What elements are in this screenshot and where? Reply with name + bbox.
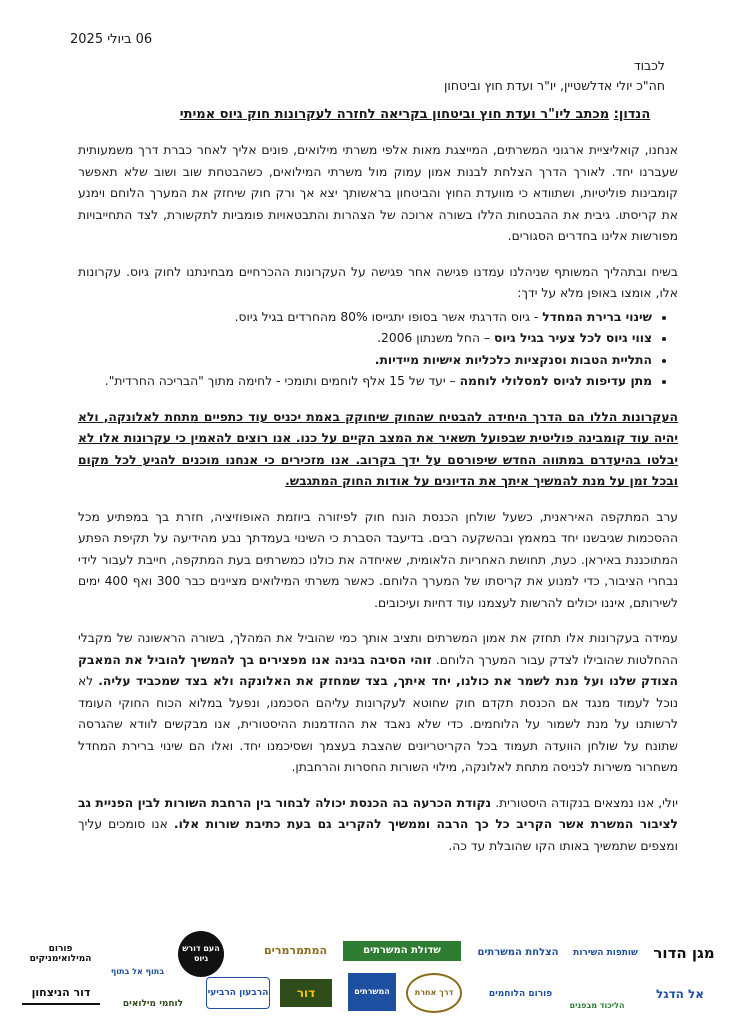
logo-lochamei-miluim: לוחמי מילואים: [122, 999, 184, 1009]
list-item: [78, 350, 652, 372]
logos-strip: [18, 925, 722, 1013]
logo-hamesharetim: המשרתים: [348, 973, 396, 1011]
principle-title: התליית הטבות וסנקציות כלכליות אישיות מיידיות.: [374, 352, 652, 367]
logo-el-hadegel: אל הדגל: [655, 987, 705, 1001]
paragraph-closing-bold: נקודת הכרעה בה הכנסת יכולה לבחור בין הרחבת השורות לבין הפניית גב לציבור המשרת אשר הקריב כל כך הרבה וממשיך להקריב גם בעת כתיבת שורות אלו.: [78, 795, 678, 831]
logo-shdulat: שדולת המשרתים: [343, 941, 461, 961]
logo-magen-hador: מגן הדור: [653, 944, 715, 962]
paragraph-closing-a: יולי, אנו נמצאים בנקודה היסטורית.: [495, 795, 678, 810]
paragraph-call-a: עמידה בעקרונות אלו תחזק את אמון המשרתים ותציב אותך כמי שהוביל את המהלך, בשורה הראשונה של מקבלי ההחלטות שהובילו לצדק עבור המערך הלוחם.: [78, 631, 678, 667]
paragraph-call-c: לא נוכל לעמוד מנגד אם הכנסת תקדם חוק שחוטא לעקרונות עליהם הסכמנו, ונפעל במלוא הכוח החוקי העומד לרשותנו על מנת לשמור על הלוחמים. כדי שלא נאבד את ההזדמנות ההיסטורית, אנו מבקשים לוודא שהגרסה שתונח על שולחן הוועדה תעמוד בכל הקריטריונים שהצבת בעצמך ושסיכמנו יחד. ואלו הם שינוי ברירת המחדל משחרור משירות לכניסה מתחת לאלונקה, מילוי השורות החסרות והרחבתן.: [78, 674, 678, 774]
principle-text: - גיוס הדרגתי אשר בסופו יתגייסו 80% מהחרדים בגיל גיוס.: [234, 309, 543, 324]
list-item: [78, 307, 652, 329]
paragraph-call-bold: זוהי הסיבה בגינה אנו מפצירים בך להמשיך להוביל את המאבק הצודק שלנו ועל מנת לשמר את כולנו, יחד איתך, בצד שמחזק את האלונקה ולא בצד שמכביד עליה.: [78, 652, 678, 688]
subject-line: [150, 107, 680, 122]
logo-dor-hanitzachon: דור הניצחון: [22, 983, 100, 1005]
paragraph-closing-c: אנו סומכים עליך ומצפים שתמשיך באותו הקו שהובלת עד כה.: [78, 817, 678, 853]
letter-body: [78, 140, 678, 871]
logo-likud: הליכוד מבפנים: [569, 1001, 625, 1010]
principle-text: – יעד של 15 אלף לוחמים ותומכי - לחימה מתוך "הבריכה החרדית".: [104, 374, 460, 388]
principles-list: [78, 307, 678, 393]
paragraph-call: [78, 628, 678, 779]
logo-forum-miluim: פורום המילואימניקים: [29, 944, 92, 964]
list-item: [78, 328, 652, 350]
logo-shutafut: שותפות השירות: [573, 948, 638, 958]
subject-text: מכתב ליו"ר ועדת חוץ וביטחון בקריאה לחזרה לעקרונות חוק גיוס אמיתי: [179, 107, 610, 122]
letter-date: 06 ביולי 2025: [70, 32, 153, 47]
subject-prefix: הנדון:: [613, 107, 651, 122]
paragraph-principles-intro: בשיח ובתהליך המשותף שניהלנו עמדנו פגישה אחר פגישה על העקרונות ההכרחיים מבחינתנו לחוק גיוס. עקרונות אלו, אומצו באופן מלא על ידך:: [78, 264, 678, 300]
logo-katef: בתוף אל בתוף: [110, 967, 165, 976]
principle-title: שינוי ברירת המחדל: [542, 309, 652, 324]
paragraph-principles-emphasis: העקרונות הללו הם הדרך היחידה להבטיח שהחוק שיחוקק באמת יכניס עוד כתפיים מתחת לאלונקה, ולא יהיה עוד קומבינה פוליטית שבפועל תשאיר את המצב הקיים על כנו. אנו רוצים להאמין כי עקרונות אלו לא יבלטו בהיעדרם במתווה החדש שיפורסם על ידך בקרוב. אנו מזכירים כי אנחנו מוכנים להגיע לכל מקום ובכל זמן על מנת להמשיך איתך את הדיונים על אודות החוק המתגבש.: [78, 409, 678, 488]
principle-title: צווי גיוס לכל צעיר בגיל גיוס: [493, 331, 652, 345]
list-item: [78, 371, 652, 393]
logo-harivon: הרבעון הרביעי: [206, 977, 270, 1009]
logo-forum-lochamim: פורום הלוחמים: [488, 989, 553, 999]
logo-mitmarmarim: המתמרמרים: [263, 944, 328, 957]
logo-dores-gius: העם דורש גיוס: [178, 931, 224, 977]
paragraph-closing: [78, 793, 678, 858]
principle-title: מתן עדיפות לגיוס למסלולי לוחמה: [459, 374, 652, 388]
recipient-block: [75, 56, 665, 96]
paragraph-iran: ערב המתקפה האיראנית, כשעל שולחן הכנסת הונח חוק לפיזורה ביוזמת האופוזיציה, חזרת בך במפתיע מכל ההסכמות שגיבשנו יחד במאמץ ובהשקעה רבים. בדיעבד הסברת כי השינוי בעמדתך נבע מהידיעה על תקיפת הפתע המתוכננת באיראן. כעת, תחושת האחריות הלאומית, שאיחדה את כולנו כמשרתים בעת המתקפה, חייבת לעבור לידי נבחרי הציבור, כדי למנוע את קריסתו של המערך הלוחם. כאשר משרתי המילואים מציינים כבר 300 ואף 400 ימים לשירותם, איננו יכולים להרשות לעצמנו עוד דחיות ועיכובים.: [78, 509, 678, 610]
logo-hatzlachat: הצלחת המשרתים: [477, 947, 559, 958]
recipient-greeting: לכבוד: [633, 58, 665, 73]
logo-derech-acheret: דרך אחרת: [406, 973, 462, 1013]
principle-text: – החל משנתון 2006.: [377, 331, 494, 345]
logo-dor: דור: [280, 979, 332, 1007]
recipient-name: חה"כ יולי אדלשטיין, יו"ר ועדת חוץ וביטחון: [444, 78, 665, 93]
paragraph-intro: אנחנו, קואליציית ארגוני המשרתים, המייצגת מאות אלפי משרתי מילואים, פונים אליך לאחר כברת דרך משמעותית שעברנו יחד. לאורך הדרך הצלחת לבנות אמון עמוק מול משרתי המילואים, כשהבטחת שוב ושוב שלא תאפשר קומבינות פוליטיות, ושתוודא כי מוועדת החוץ והביטחון בראשותך יצא אך ורק חוק שיחזק את המערך הלוחם וימנע את קריסתו. גיבית את ההבטחות הללו בשורה ארוכה של הצהרות והתבטאויות פומביות לתקשורת, לצד התחייבויות מפורשות אלינו בחדרים הסגורים.: [78, 143, 678, 243]
